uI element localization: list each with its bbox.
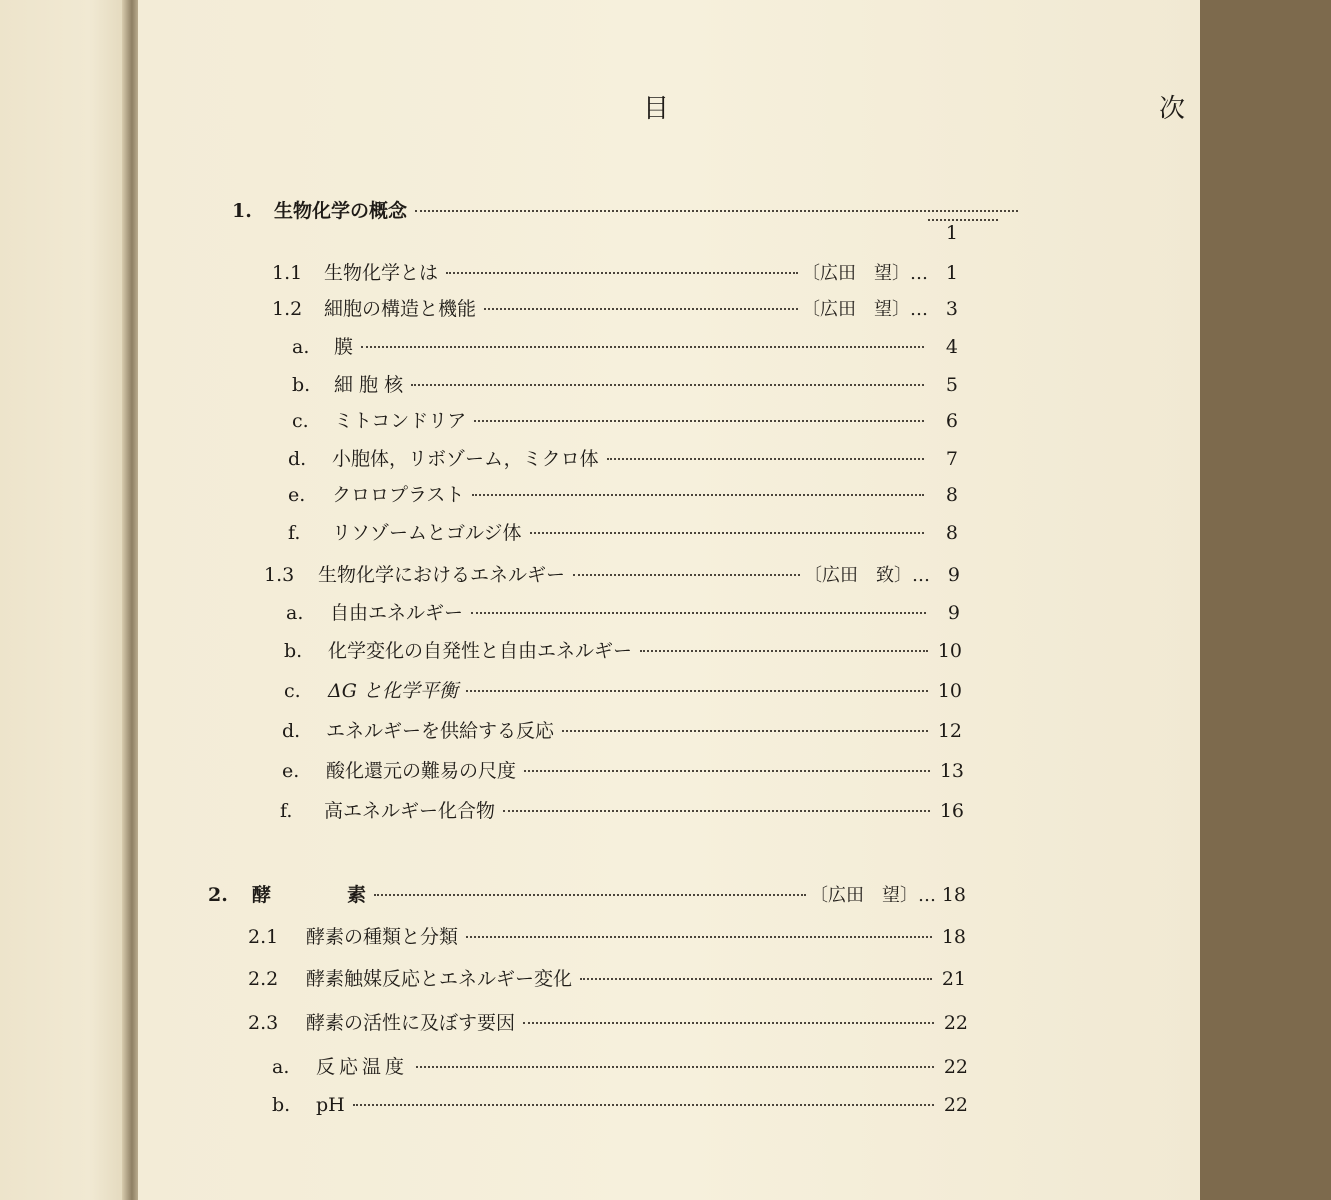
toc-entry-1-2-d [288, 444, 958, 474]
toc-entry-1-2 [272, 294, 958, 324]
entry-number: c. [292, 410, 309, 432]
toc-entry-1-2-f [288, 518, 958, 548]
entry-number: 1. [232, 200, 252, 222]
entry-label: クロロプラスト [332, 484, 465, 506]
dot-leader [361, 346, 924, 348]
toc-entry-1-2-b [292, 370, 958, 400]
left-page-edge [0, 0, 128, 1200]
entry-page: 8 [945, 484, 958, 506]
entry-number: d. [282, 720, 301, 742]
dot-leader [471, 612, 926, 614]
toc-entry-2-1 [248, 922, 966, 952]
toc-entry-2-3 [248, 1008, 968, 1038]
entry-number: b. [284, 640, 303, 662]
toc-chapter-2 [208, 880, 966, 910]
entry-page: 1 [945, 262, 958, 284]
page-title: 目 次 [643, 94, 1331, 124]
entry-label: 生物化学の概念 [274, 200, 408, 222]
entry-number: 1.2 [272, 298, 303, 320]
dot-leader [523, 1022, 934, 1024]
entry-number: f. [280, 800, 293, 822]
entry-number: 1.1 [272, 262, 303, 284]
entry-label: pH [316, 1094, 345, 1116]
entry-page: 10 [937, 680, 962, 702]
entry-page: 22 [943, 1012, 968, 1034]
toc-entry-1-2-c [292, 406, 958, 436]
dot-leader [573, 574, 800, 576]
toc-entry-1-2-a [292, 332, 958, 362]
dot-leader [524, 770, 930, 772]
toc-page [138, 0, 1331, 1200]
entry-page: 5 [945, 374, 958, 396]
entry-label: 小胞体，リボゾーム，ミクロ体 [332, 448, 599, 470]
entry-label: 生物化学とは [324, 262, 439, 284]
dot-leader [562, 730, 928, 732]
entry-label: 酵素触媒反応とエネルギー変化 [306, 968, 573, 990]
entry-number: c. [284, 680, 301, 702]
entry-number: 2.3 [248, 1012, 279, 1034]
toc-entry-1-3-d [282, 716, 962, 746]
entry-page: 9 [947, 564, 960, 586]
entry-number: f. [288, 522, 301, 544]
entry-number: 1.3 [264, 564, 295, 586]
entry-number: a. [286, 602, 304, 624]
entry-page: 18 [941, 884, 966, 906]
entry-number: d. [288, 448, 307, 470]
entry-number: e. [288, 484, 306, 506]
entry-label: 膜 [334, 336, 354, 358]
dot-leader [472, 494, 924, 496]
dot-leader [607, 458, 924, 460]
toc-entry-1-3 [264, 560, 960, 590]
entry-number: 2. [208, 884, 228, 906]
entry-page: 21 [941, 968, 966, 990]
toc-chapter-1 [232, 196, 1022, 226]
entry-label: エネルギーを供給する反応 [326, 720, 555, 742]
entry-author: 〔広田 望〕… [802, 263, 928, 284]
entry-label: 自由エネルギー [330, 602, 464, 624]
toc-entry-1-3-b [284, 636, 962, 666]
toc-entry-1-3-a [286, 598, 960, 628]
dot-leader [580, 978, 932, 980]
entry-label: 細胞の構造と機能 [324, 298, 477, 320]
entry-label: リソゾームとゴルジ体 [332, 522, 522, 544]
dot-leader [415, 210, 1018, 212]
entry-label: ミトコンドリア [334, 410, 467, 432]
toc-entry-2-3-b [272, 1094, 968, 1124]
entry-page: 18 [941, 926, 966, 948]
entry-page: 13 [939, 760, 964, 782]
toc-page-number-row [928, 222, 958, 252]
dot-leader [530, 532, 924, 534]
entry-label: 化学変化の自発性と自由エネルギー [328, 640, 633, 662]
toc-entry-1-1 [272, 258, 958, 288]
dot-leader [374, 894, 806, 896]
entry-label: 酵素の活性に及ぼす要因 [306, 1012, 516, 1034]
entry-page: 22 [943, 1094, 968, 1116]
entry-page: 7 [945, 448, 958, 470]
entry-number: 2.1 [248, 926, 279, 948]
entry-page: 8 [945, 522, 958, 544]
toc-entry-2-3-a [272, 1052, 968, 1082]
toc-entry-1-3-e [282, 756, 964, 786]
dot-leader [466, 936, 932, 938]
entry-author: 〔広田 致〕… [804, 565, 930, 586]
entry-author: 〔広田 望〕… [810, 885, 936, 906]
entry-label: 反応温度 [316, 1056, 409, 1078]
entry-label: 酸化還元の難易の尺度 [326, 760, 517, 782]
entry-page: 1 [945, 222, 958, 244]
dot-leader [416, 1066, 934, 1068]
entry-number: e. [282, 760, 300, 782]
entry-page: 4 [945, 336, 958, 358]
dot-leader [640, 650, 928, 652]
entry-page: 3 [945, 298, 958, 320]
entry-page: 12 [937, 720, 962, 742]
dot-leader [503, 810, 930, 812]
dot-leader [474, 420, 924, 422]
entry-number: b. [292, 374, 311, 396]
entry-page: 9 [947, 602, 960, 624]
entry-number: a. [292, 336, 310, 358]
entry-label: 酵 素 [252, 884, 367, 906]
entry-label: 酵素の種類と分類 [306, 926, 459, 948]
entry-number: b. [272, 1094, 291, 1116]
entry-label: ΔG と化学平衡 [328, 680, 458, 702]
toc-entry-1-2-e [288, 480, 958, 510]
entry-author: 〔広田 望〕… [802, 299, 928, 320]
toc-entry-2-2 [248, 964, 966, 994]
toc-entry-1-3-c [284, 676, 962, 706]
entry-label: 生物化学におけるエネルギー [318, 564, 566, 586]
toc-entry-1-3-f [280, 796, 964, 826]
entry-number: a. [272, 1056, 290, 1078]
dot-leader [466, 690, 928, 692]
entry-page: 6 [945, 410, 958, 432]
entry-label: 細 胞 核 [334, 374, 404, 396]
dot-leader [446, 272, 798, 274]
dot-leader [484, 308, 798, 310]
entry-page: 16 [939, 800, 964, 822]
entry-page: 22 [943, 1056, 968, 1078]
entry-number: 2.2 [248, 968, 279, 990]
dot-leader [353, 1104, 934, 1106]
entry-label: 高エネルギー化合物 [324, 800, 496, 822]
dot-leader [411, 384, 924, 386]
dot-leader [928, 219, 998, 221]
entry-page: 10 [937, 640, 962, 662]
